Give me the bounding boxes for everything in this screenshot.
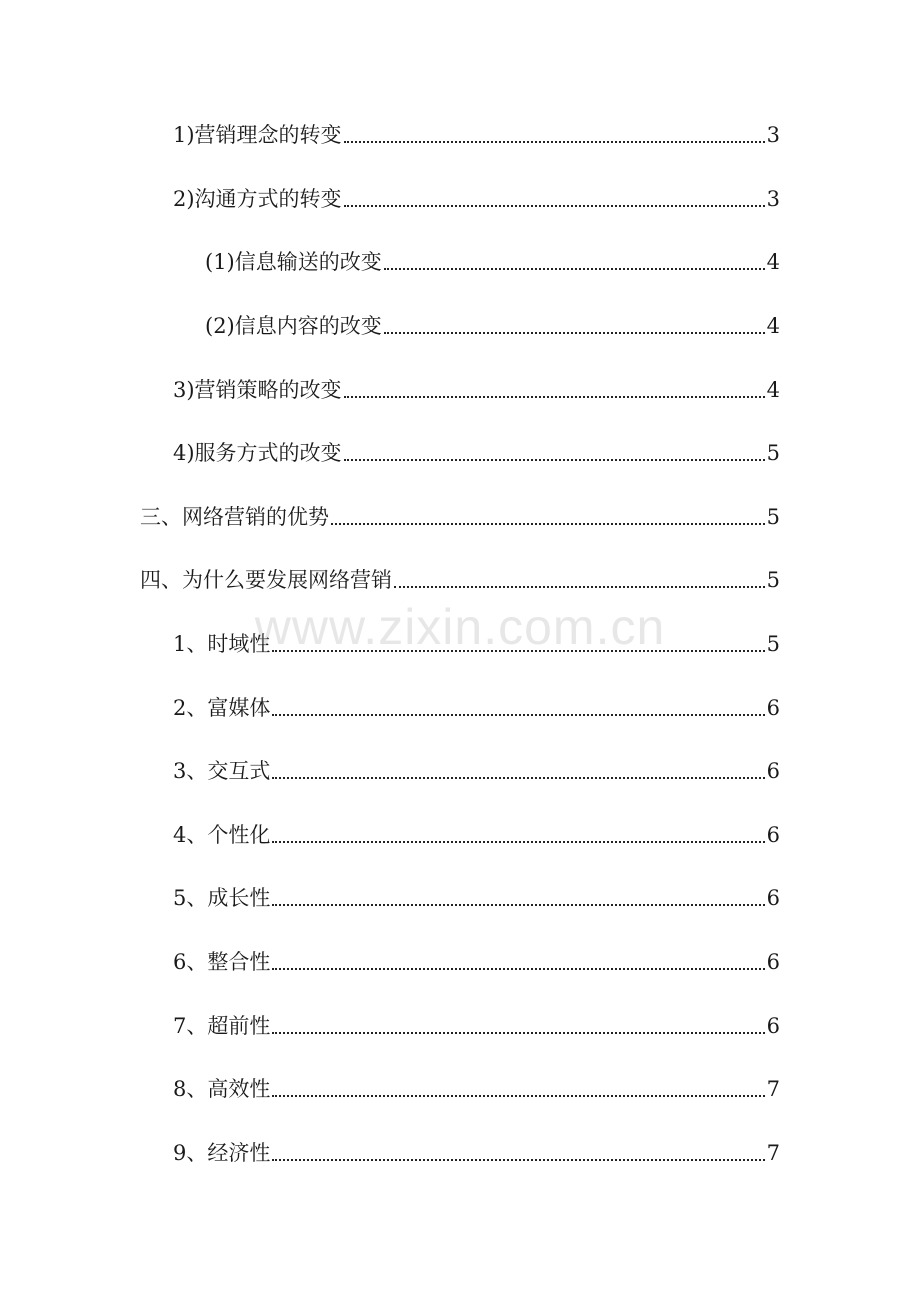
toc-entry-title: 三、网络营销的优势 xyxy=(140,504,329,529)
toc-page-number: 6 xyxy=(766,695,780,720)
toc-entry[interactable] xyxy=(0,1122,920,1186)
dot-leader xyxy=(394,583,765,588)
toc-page-number: 6 xyxy=(766,759,780,784)
dot-leader xyxy=(272,1029,764,1034)
toc-entry-title: 7、超前性 xyxy=(173,1013,271,1038)
toc-entry[interactable] xyxy=(0,740,920,804)
toc-page-number: 6 xyxy=(766,1013,780,1038)
dot-leader xyxy=(272,1092,764,1097)
toc-page-number: 3 xyxy=(766,186,780,211)
toc-entry-title: 2、富媒体 xyxy=(173,695,271,720)
toc-entry[interactable] xyxy=(0,295,920,359)
dot-leader xyxy=(344,202,765,207)
table-of-contents xyxy=(0,104,920,1185)
toc-page-number: 7 xyxy=(766,1077,780,1102)
toc-page-number: 5 xyxy=(766,441,780,466)
toc-entry-title: 四、为什么要发展网络营销 xyxy=(140,568,392,593)
toc-entry-title: 3)营销策略的改变 xyxy=(173,377,342,402)
toc-page-number: 6 xyxy=(766,950,780,975)
toc-entry[interactable] xyxy=(0,994,920,1058)
toc-entry[interactable] xyxy=(0,676,920,740)
dot-leader xyxy=(344,456,765,461)
dot-leader xyxy=(384,265,765,270)
toc-entry[interactable] xyxy=(0,1058,920,1122)
toc-entry-title: (2)信息内容的改变 xyxy=(205,314,382,339)
toc-entry-title: 9、经济性 xyxy=(173,1140,271,1165)
dot-leader xyxy=(272,965,764,970)
toc-entry-title: 1、时域性 xyxy=(173,632,271,657)
toc-entry[interactable] xyxy=(0,486,920,550)
toc-entry[interactable] xyxy=(0,804,920,868)
toc-page-number: 6 xyxy=(766,886,780,911)
dot-leader xyxy=(272,711,764,716)
toc-entry[interactable] xyxy=(0,104,920,168)
toc-page-number: 5 xyxy=(766,504,780,529)
watermark: www.zixin.com.cn xyxy=(254,599,666,655)
toc-entry[interactable] xyxy=(0,358,920,422)
toc-entry[interactable] xyxy=(0,931,920,995)
toc-entry-title: 2)沟通方式的转变 xyxy=(173,186,342,211)
toc-entry-title: 3、交互式 xyxy=(173,759,271,784)
dot-leader xyxy=(344,393,765,398)
toc-entry[interactable] xyxy=(0,168,920,232)
toc-page-number: 4 xyxy=(766,250,780,275)
dot-leader xyxy=(272,1156,764,1161)
dot-leader xyxy=(272,901,764,906)
dot-leader xyxy=(272,647,764,652)
dot-leader xyxy=(272,838,764,843)
dot-leader xyxy=(384,329,765,334)
toc-page-number: 5 xyxy=(766,568,780,593)
toc-entry-title: 6、整合性 xyxy=(173,950,271,975)
toc-page-number: 6 xyxy=(766,822,780,847)
toc-entry-title: 5、成长性 xyxy=(173,886,271,911)
toc-entry[interactable] xyxy=(0,549,920,613)
dot-leader xyxy=(344,138,765,143)
toc-entry-title: 4、个性化 xyxy=(173,822,271,847)
dot-leader xyxy=(272,774,764,779)
toc-entry[interactable] xyxy=(0,422,920,486)
toc-page-number: 4 xyxy=(766,314,780,339)
toc-page-number: 3 xyxy=(766,123,780,148)
toc-page-number: 7 xyxy=(766,1140,780,1165)
toc-entry[interactable] xyxy=(0,867,920,931)
toc-entry-title: 1)营销理念的转变 xyxy=(173,123,342,148)
toc-entry-title: 4)服务方式的改变 xyxy=(173,441,342,466)
dot-leader xyxy=(331,520,765,525)
toc-page-number: 5 xyxy=(766,632,780,657)
toc-entry[interactable] xyxy=(0,231,920,295)
toc-page-number: 4 xyxy=(766,377,780,402)
toc-entry[interactable] xyxy=(0,613,920,677)
toc-entry-title: (1)信息输送的改变 xyxy=(205,250,382,275)
toc-entry-title: 8、高效性 xyxy=(173,1077,271,1102)
